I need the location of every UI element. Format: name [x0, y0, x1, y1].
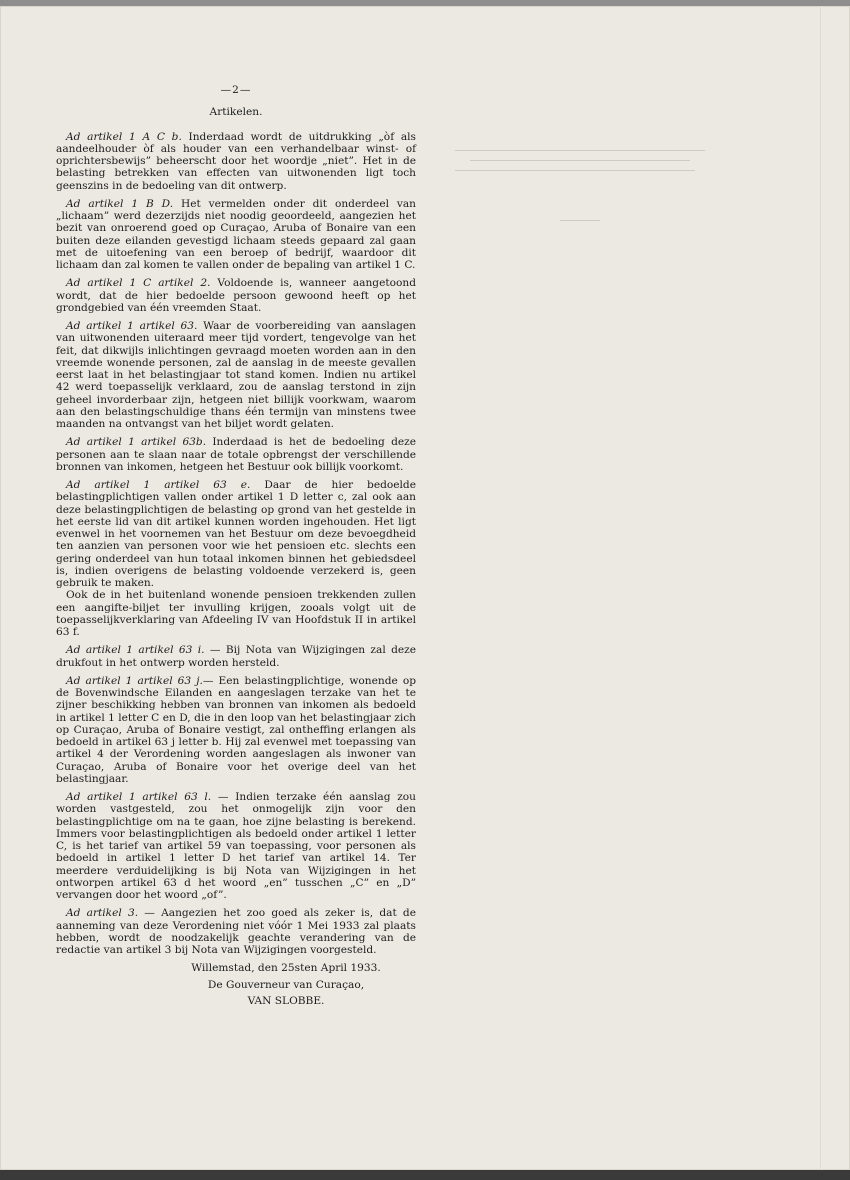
- section-heading: Artikelen.: [209, 106, 263, 119]
- paragraph-text: Ook de in het buitenland wonende pensioen trekkenden zullen een aangifte-biljet ter invulling krijgen, zooals volgt uit de toepasselijkverklaring van Afdeeling IV van Hoofdstuk II in artikel 63 f.: [56, 589, 416, 638]
- article-reference: Ad artikel 1 artikel 63 j.: [66, 674, 203, 687]
- signatory-name: VAN SLOBBE.: [247, 994, 325, 1007]
- article-reference: Ad artikel 1 C artikel 2.: [66, 277, 211, 290]
- article-reference: Ad artikel 1 artikel 63b.: [66, 436, 207, 449]
- paragraph: [56, 675, 416, 785]
- article-reference: Ad artikel 1 artikel 63.: [66, 320, 198, 332]
- bleed-through-line: [455, 150, 705, 151]
- paragraph-text: Voldoende is, wanneer aangetoond wordt, dat de hier bedoelde persoon gewoond heeft op het grondgebied van één vreemden Staat.: [56, 277, 416, 314]
- article-reference: Ad artikel 1 artikel 63 i.: [66, 644, 205, 657]
- paragraph: [56, 791, 416, 901]
- paragraph-text: Daar de hier bedoelde belastingplichtigen vallen onder artikel 1 D letter c, zal ook aan deze belastingplichtigen de belasting op grond van het gestelde in het eerste lid van dit artikel kunnen worden ingehouden. Het ligt evenwel in het voornemen van het Bestuur om deze bevoegdheid ten aanzien van personen voor wie het pensioen etc. slechts een gering onderdeel van hun totaal inkomen binnen het gebiedsdeel is, indien overigens de belasting voldoende verzekerd is, geen gebruik te maken.: [56, 479, 416, 589]
- paragraph: [56, 131, 416, 192]
- paragraph-text: Waar de voorbereiding van aanslagen van uitwonenden uiteraard meer tijd vordert, tengevolge van het feit, dat dikwijls inlichtingen gevraagd moeten worden aan in den vreemde wonende personen, zal de aanslag in de meeste gevallen eerst laat in het belastingjaar tot stand komen. Indien nu artikel 42 werd toepasselijk verklaard, zou de aanslag terstond in zijn geheel invorderbaar zijn, hetgeen niet billijk voorkwam, waarom aan den belastingschuldige thans één termijn van minstens twee maanden na ontvangst van het biljet wordt gelaten.: [56, 320, 416, 430]
- paragraph: [56, 589, 416, 638]
- paragraph: [56, 277, 416, 314]
- place-date: Willemstad, den 25sten April 1933.: [191, 962, 381, 975]
- paragraph-text: Het vermelden onder dit onderdeel van „lichaam” werd dezerzijds niet noodig geoordeeld, aangezien het bezit van onroerend goed op Curaçao, Aruba of Bonaire van een buiten deze eilanden gevestigd lichaam steeds gepaard zal gaan met de uitoefening van een beroep of bedrijf, waardoor dit lichaam dan zal komen te vallen onder de bepaling van artikel 1 C.: [56, 197, 416, 271]
- article-reference: Ad artikel 1 B D.: [66, 197, 174, 210]
- bleed-through-line: [455, 170, 695, 171]
- paragraph-text: Inderdaad wordt de uitdrukking „òf als aandeelhouder òf als houder van een verhandelbaar winst- of oprichtersbewijs” beheerscht door het woordje „niet”. Het in de belasting betrekken van effecten van uitwonenden ligt toch geenszins in de bedoeling van dit ontwerp.: [56, 130, 416, 192]
- article-column: [56, 84, 416, 1007]
- article-reference: Ad artikel 1 artikel 63 l.: [66, 791, 212, 803]
- bleed-through-line: [470, 160, 690, 161]
- paragraph: [56, 436, 416, 473]
- page-number: —2—: [220, 84, 252, 96]
- signatory-role: De Gouverneur van Curaçao,: [207, 978, 365, 991]
- paragraph-text: — Indien terzake één aanslag zou worden vastgesteld, zou het onmogelijk zijn voor den belastingplichtige om na te gaan, hoe zijne belasting is berekend. Immers voor belastingplichtigen als bedoeld onder artikel 1 letter C, is het tarief van artikel 59 van toepassing, voor personen als bedoeld in artikel 1 letter D het tarief van artikel 14. Ter meerdere verduidelijking is bij Nota van Wijzigingen in het ontworpen artikel 63 d het woord „en” tusschen „C” en „D” vervangen door het woord „of”.: [56, 791, 416, 901]
- article-reference: Ad artikel 1 A C b.: [66, 130, 182, 143]
- paragraph-text: — Aangezien het zoo goed als zeker is, dat de aanneming van deze Verordening niet vóór 1 Mei 1933 zal plaats hebben, wordt de noodzakelijk geachte verandering van de redactie van artikel 3 bij Nota van Wijzigingen voorgesteld.: [56, 907, 416, 956]
- bleed-through-line: [560, 220, 600, 221]
- paragraph: [56, 907, 416, 956]
- page-fold: [820, 6, 822, 1170]
- article-reference: Ad artikel 1 artikel 63 e.: [66, 479, 251, 491]
- article-reference: Ad artikel 3.: [66, 907, 139, 920]
- paragraph: [56, 198, 416, 272]
- scan-edge: [0, 1170, 850, 1180]
- paragraph: [56, 320, 416, 430]
- paragraph: [56, 479, 416, 589]
- paragraph: [56, 644, 416, 669]
- paragraph-text: Inderdaad is het de bedoeling deze personen aan te slaan naar de totale opbrengst der verschillende bronnen van inkomen, hetgeen het Bestuur ook billijk voorkomt.: [56, 436, 416, 473]
- paragraph-text: — Bij Nota van Wijzigingen zal deze drukfout in het ontwerp worden hersteld.: [56, 644, 416, 669]
- paragraph-text: — Een belastingplichtige, wonende op de Bovenwindsche Eilanden en aangeslagen terzake van het te zijner beschikking hebben van bronnen van inkomen als bedoeld in artikel 1 letter C en D, die in den loop van het belastingjaar zich op Curaçao, Aruba of Bonaire vestigt, zal ontheffing erlangen als bedoeld in artikel 63 j letter b. Hij zal evenwel met toepassing van artikel 4 der Verordening worden aangeslagen als inwoner van Curaçao, Aruba of Bonaire voor het overige deel van het belastingjaar.: [56, 674, 416, 785]
